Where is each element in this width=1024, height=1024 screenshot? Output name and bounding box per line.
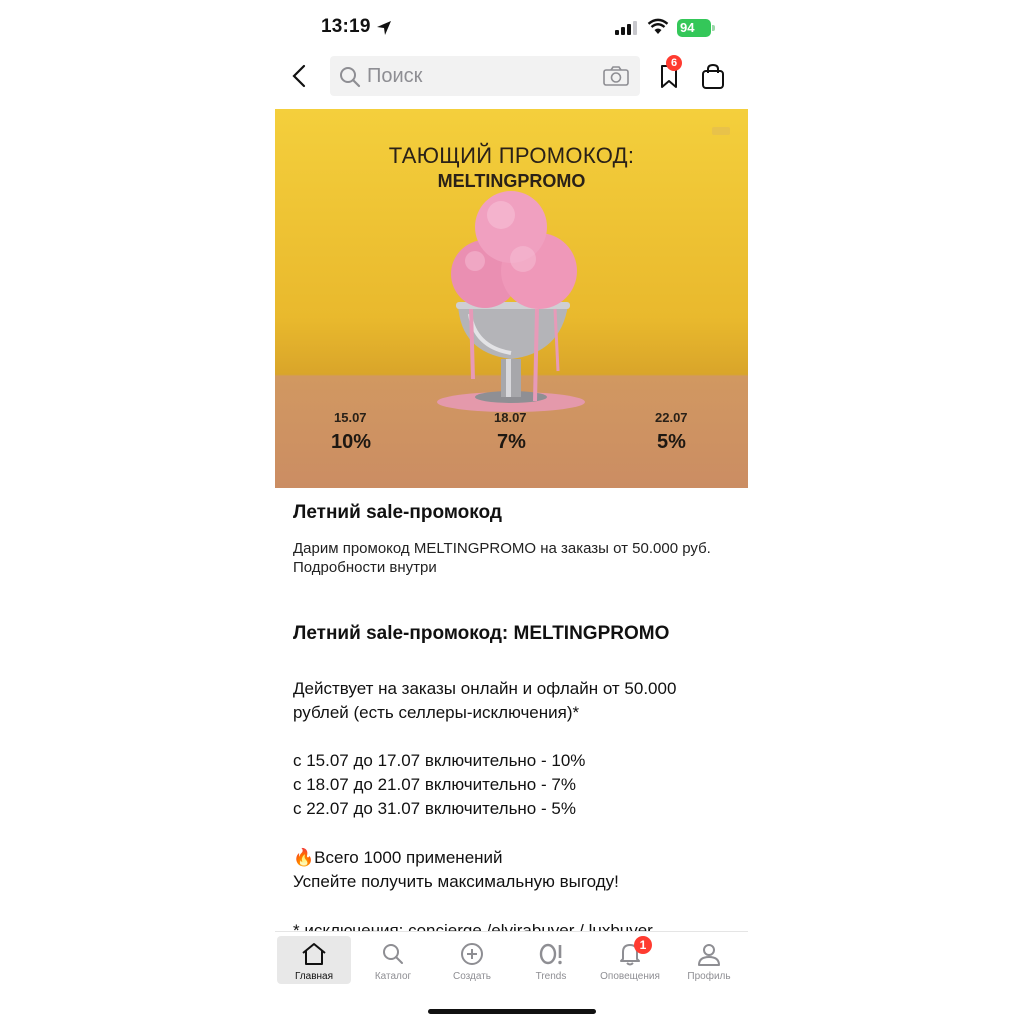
home-indicator[interactable] xyxy=(428,1009,596,1014)
tab-label: Профиль xyxy=(687,971,731,982)
banner-step-discount: 7% xyxy=(497,431,526,453)
tab-label: Trends xyxy=(535,971,567,982)
tab-profile[interactable] xyxy=(672,936,746,984)
article-line: 🔥Всего 1000 применений xyxy=(293,848,503,867)
search-placeholder: Поиск xyxy=(367,65,423,87)
banner-step-date: 15.07 xyxy=(334,410,367,425)
article-line: с 15.07 до 17.07 включительно - 10% xyxy=(293,751,586,770)
tab-create[interactable] xyxy=(435,936,509,984)
status-time: 13:19 xyxy=(321,16,371,37)
article-line: рублей (есть селлеры-исключения)* xyxy=(293,703,580,722)
article-heading: Летний sale-промокод: MELTINGPROMO xyxy=(293,623,670,644)
profile-icon xyxy=(696,942,722,971)
tab-label: Оповещения xyxy=(600,971,660,982)
trends-logo-icon xyxy=(538,942,564,971)
banner-title: ТАЮЩИЙ ПРОМОКОД: xyxy=(388,143,635,168)
banner-step-discount: 10% xyxy=(331,431,372,453)
article-summary: Дарим промокод MELTINGPROMO на заказы от 50.000 руб. Подробности внутри xyxy=(293,540,711,576)
tab-bar xyxy=(275,931,748,992)
tab-notifications[interactable] xyxy=(593,936,667,984)
app-screen xyxy=(275,0,748,1024)
banner-step-date: 18.07 xyxy=(494,410,527,425)
home-icon xyxy=(301,942,327,971)
battery-level: 94 xyxy=(680,20,695,35)
banner-promo-code: MELTINGPROMO xyxy=(437,171,586,191)
tab-catalog[interactable] xyxy=(356,936,430,984)
tab-label: Каталог xyxy=(374,971,412,982)
banner-step-date: 22.07 xyxy=(655,410,688,425)
article-line: Действует на заказы онлайн и офлайн от 50.000 xyxy=(293,679,677,698)
promo-banner[interactable] xyxy=(275,109,748,488)
article-line: Успейте получить максимальную выгоду! xyxy=(293,872,619,891)
notifications-badge: 1 xyxy=(634,936,652,954)
article-line: с 18.07 до 21.07 включительно - 7% xyxy=(293,775,576,794)
article-line: с 22.07 до 31.07 включительно - 5% xyxy=(293,799,576,818)
plus-circle-icon xyxy=(459,942,485,971)
scroll-content[interactable] xyxy=(275,0,748,930)
tab-trends[interactable] xyxy=(514,936,588,984)
article-title: Летний sale-промокод xyxy=(293,502,502,523)
wishlist-badge: 6 xyxy=(666,55,682,71)
banner-step-discount: 5% xyxy=(657,431,686,453)
search-icon xyxy=(380,942,406,971)
tab-label: Создать xyxy=(452,971,491,982)
tab-label: Главная xyxy=(294,971,334,982)
tab-home[interactable] xyxy=(277,936,351,984)
